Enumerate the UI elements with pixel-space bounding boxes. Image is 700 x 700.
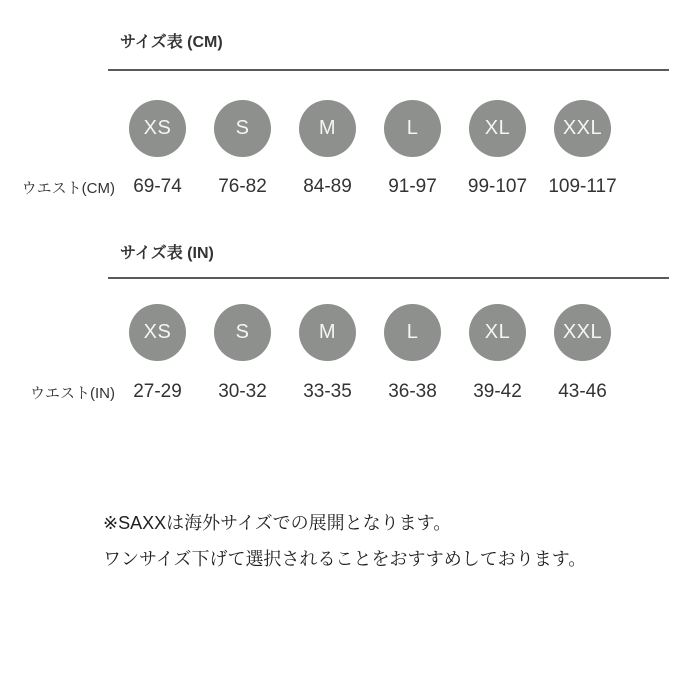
size-circles-row-cm [0,100,625,157]
size-circle-cm-xxl: XXL [554,100,611,157]
size-table-cm-title: サイズ表 (CM) [120,34,223,51]
waist-value-cm-xs: 69-74 [133,176,182,197]
waist-value-in-xl: 39-42 [473,381,522,402]
size-circle-cm-xl: XL [469,100,526,157]
waist-value-cm-xl: 99-107 [467,176,528,197]
size-circle-in-xxl: XXL [554,304,611,361]
size-circle-cm-m: M [299,100,356,157]
size-circle-in-m: M [299,304,356,361]
waist-value-in-m: 33-35 [303,381,352,402]
size-circle-cm-s: S [214,100,271,157]
sizing-note-line1: ※SAXXは海外サイズでの展開となります。 [103,513,452,533]
waist-value-in-xxl: 43-46 [558,381,607,402]
waist-value-cm-s: 76-82 [218,176,267,197]
size-circle-cm-xs: XS [129,100,186,157]
divider-cm [108,69,669,71]
size-circle-in-l: L [384,304,441,361]
waist-value-in-l: 36-38 [388,381,437,402]
size-table-in-title: サイズ表 (IN) [120,245,214,262]
size-circle-cm-l: L [384,100,441,157]
size-circle-in-xl: XL [469,304,526,361]
waist-values-row-cm [0,175,625,199]
size-circles-row-in [0,304,625,361]
waist-values-row-in [0,380,625,404]
waist-value-cm-xxl: 109-117 [548,176,617,197]
waist-value-in-s: 30-32 [218,381,267,402]
waist-value-cm-m: 84-89 [303,176,352,197]
size-circle-in-s: S [214,304,271,361]
size-circle-in-xs: XS [129,304,186,361]
sizing-note [103,505,586,577]
row-label-waist-cm: ウエスト(CM) [21,179,115,197]
sizing-note-line2: ワンサイズ下げて選択されることをおすすめしております。 [103,549,587,569]
row-label-waist-in: ウエスト(IN) [30,384,115,402]
waist-value-cm-l: 91-97 [388,176,437,197]
waist-value-in-xs: 27-29 [133,381,182,402]
divider-in [108,277,669,279]
